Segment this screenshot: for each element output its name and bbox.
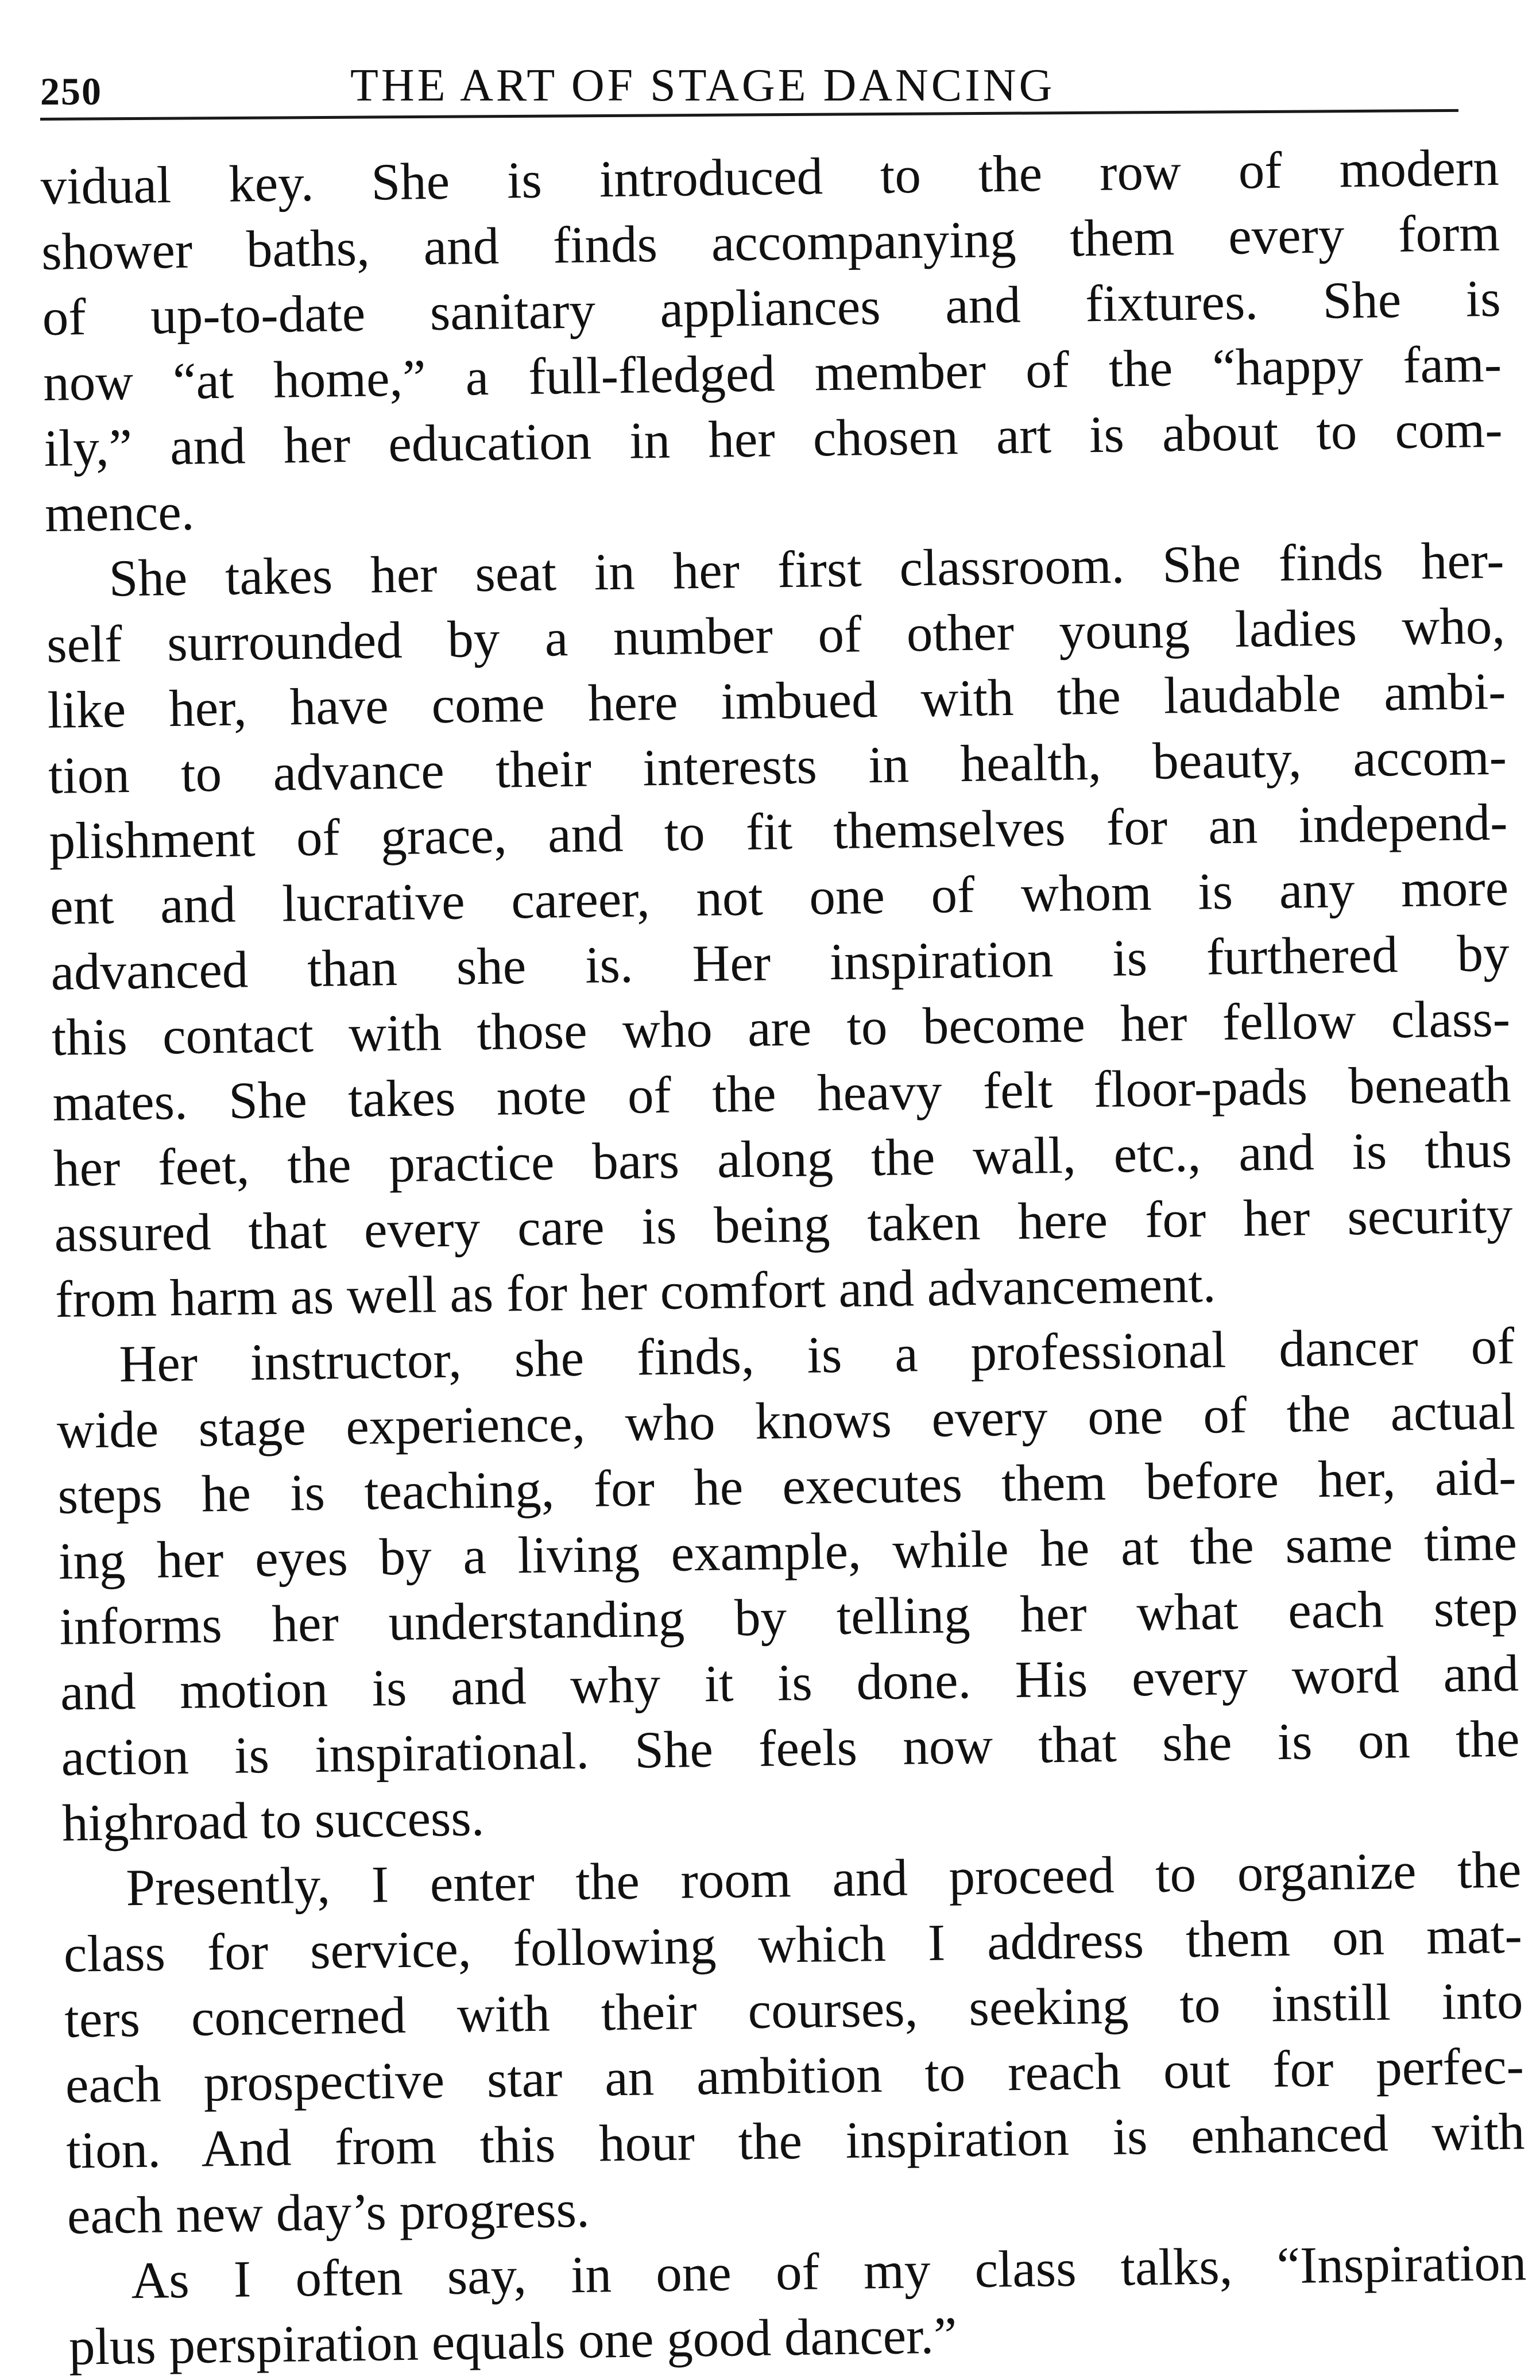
text-line: like her, have come here imbued with the laudable ambi- [47, 662, 1507, 739]
text-line: ing her eyes by a living example, while he at the same time [58, 1513, 1518, 1590]
text-line: plishment of grace, and to fit themselves for an independ- [49, 793, 1508, 870]
text-line: now “at home,” a full-fledged member of the “happy fam- [42, 334, 1502, 412]
text-line: her feet, the practice bars along the wall, etc., and is thus [53, 1120, 1512, 1197]
text-line: tion to advance their interests in health, beauty, accom- [48, 727, 1507, 805]
text-line: self surrounded by a number of other young ladies who, [46, 596, 1506, 674]
text-line: informs her understanding by telling her what each step [59, 1578, 1519, 1656]
text-line: She takes her seat in her first classroom. She finds her- [109, 531, 1505, 608]
text-line: ily,” and her education in her chosen art is about to com- [44, 400, 1503, 477]
text-line: each new day’s progress. [67, 2180, 590, 2245]
text-line: this contact with those who are to become her fellow class- [51, 989, 1511, 1067]
paragraph [56, 1313, 1521, 1856]
text-line: steps he is teaching, for he executes them before her, aid- [57, 1447, 1517, 1525]
text-line: each prospective star an ambition to reach out for perfec- [65, 2037, 1524, 2114]
text-line: advanced than she is. Her inspiration is furthered by [50, 924, 1510, 1001]
text-line: mates. She takes note of the heavy felt floor-pads beneath [52, 1054, 1512, 1132]
text-line: ters concerned with their courses, seeking to instill into [64, 1971, 1523, 2049]
body-text [40, 135, 1528, 2380]
text-line: of up-to-date sanitary appliances and fixtures. She is [42, 269, 1502, 346]
text-line: shower baths, and finds accompanying them every form [41, 203, 1500, 281]
text-line: vidual key. She is introduced to the row of modern [40, 138, 1500, 215]
paragraph [45, 528, 1514, 1332]
text-line: Her instructor, she finds, is a professional dancer of [118, 1316, 1515, 1393]
paragraph [68, 2230, 1528, 2379]
text-line: highroad to success. [61, 1788, 485, 1852]
text-line: Presently, I enter the room and proceed to organize the [125, 1840, 1522, 1917]
text-line: action is inspirational. She feels now that she is on the [60, 1709, 1520, 1787]
paragraph [40, 135, 1504, 547]
text-line: plus perspiration equals one good dancer.” [68, 2306, 958, 2376]
text-line: assured that every care is being taken here for her security [53, 1185, 1514, 1263]
paragraph [63, 1837, 1526, 2248]
text-line: and motion is and why it is done. His every word and [60, 1644, 1519, 1721]
text-line: tion. And from this hour the inspiration is enhanced with [65, 2102, 1525, 2180]
text-line: mence. [44, 482, 195, 543]
text-line: from harm as well as for her comfort and advancement. [55, 1255, 1217, 1328]
text-line: wide stage experience, who knows every one of the actual [56, 1382, 1516, 1459]
text-line: As I often say, in one of my class talks, “Inspiration [130, 2233, 1527, 2310]
text-line: ent and lucrative career, not one of whom is any more [49, 858, 1509, 936]
running-head: THE ART OF STAGE DANCING [350, 60, 1055, 111]
page-number: 250 [40, 69, 102, 113]
text-line: class for service, following which I address them on mat- [63, 1906, 1523, 1983]
